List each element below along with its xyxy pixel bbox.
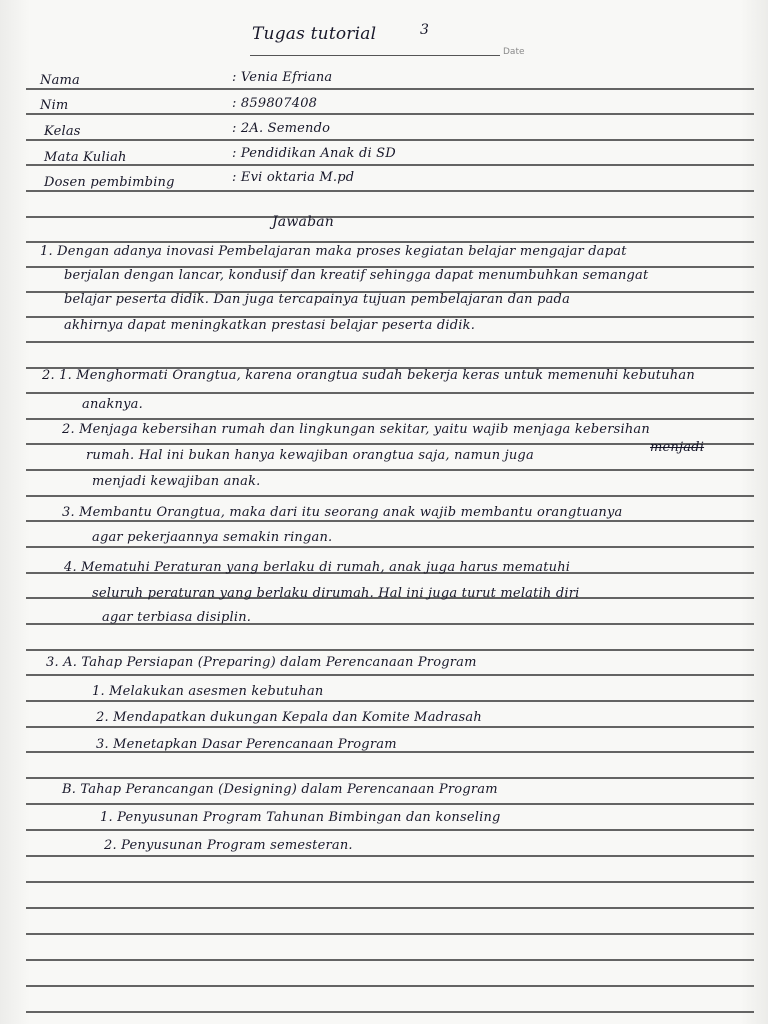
ruled-line [26, 546, 754, 548]
ruled-line [26, 855, 754, 857]
ruled-line [26, 443, 754, 445]
value-kelas: : 2A. Semendo [232, 121, 331, 136]
value-mata-kuliah: : Pendidikan Anak di SD [232, 146, 396, 161]
answer-line: 1. Dengan adanya inovasi Pembelajaran maka proses kegiatan belajar mengajar dapat [40, 244, 627, 259]
answer-line: agar terbiasa disiplin. [102, 610, 252, 625]
label-nim: Nim [40, 98, 69, 113]
ruled-line [26, 700, 754, 702]
ruled-line [26, 803, 754, 805]
ruled-line [26, 392, 754, 394]
value-dosen: : Evi oktaria M.pd [232, 170, 355, 185]
ruled-line [26, 777, 754, 779]
ruled-line [26, 216, 754, 218]
ruled-line [26, 341, 754, 343]
answer-line: 3. Menetapkan Dasar Perencanaan Program [96, 737, 397, 752]
ruled-line [26, 190, 754, 192]
answer-line: 2. Penyusunan Program semesteran. [104, 838, 353, 853]
ruled-line [26, 829, 754, 831]
ruled-line [26, 1011, 754, 1013]
value-nim: : 859807408 [232, 96, 318, 111]
ruled-line [26, 139, 754, 141]
label-mata-kuliah: Mata Kuliah [44, 150, 127, 165]
answer-line: 1. Penyusunan Program Tahunan Bimbingan dan konseling [100, 810, 501, 825]
answer-line: 1. Melakukan asesmen kebutuhan [92, 684, 324, 699]
ruled-line [26, 933, 754, 935]
answer-line: rumah. Hal ini bukan hanya kewajiban orangtua saja, namun juga [86, 448, 534, 463]
answer-line: 4. Mematuhi Peraturan yang berlaku di rumah, anak juga harus mematuhi [64, 560, 571, 575]
label-kelas: Kelas [44, 124, 81, 139]
answer-line: belajar peserta didik. Dan juga tercapainya tujuan pembelajaran dan pada [64, 292, 571, 307]
answer-line: agar pekerjaannya semakin ringan. [92, 530, 333, 545]
label-nama: Nama [40, 73, 81, 88]
ruled-line [26, 985, 754, 987]
ruled-line [26, 959, 754, 961]
answer-line: seluruh peraturan yang berlaku dirumah. Hal ini juga turut melatih diri [92, 586, 580, 601]
date-label: Date [503, 47, 525, 57]
ruled-line [26, 674, 754, 676]
ruled-line [26, 88, 754, 90]
answer-line: menjadi kewajiban anak. [92, 474, 261, 489]
answer-line: 2. Menjaga kebersihan rumah dan lingkungan sekitar, yaitu wajib menjaga kebersihan [62, 422, 650, 437]
answer-line: akhirnya dapat meningkatkan prestasi belajar peserta didik. [64, 318, 476, 333]
ruled-line [26, 726, 754, 728]
answer-line: 3. Membantu Orangtua, maka dari itu seorang anak wajib membantu orangtuanya [62, 505, 623, 520]
struck-word: menjadi [650, 440, 705, 455]
ruled-line [26, 495, 754, 497]
ruled-line [26, 418, 754, 420]
ruled-line [26, 164, 754, 166]
ruled-line [26, 241, 754, 243]
answer-line: anaknya. [82, 397, 143, 412]
answer-line: B. Tahap Perancangan (Designing) dalam Perencanaan Program [62, 782, 498, 797]
answer-line: berjalan dengan lancar, kondusif dan kreatif sehingga dapat menumbuhkan semangat [64, 268, 649, 283]
page-title: Tugas tutorial [252, 24, 377, 44]
answer-line: 3. A. Tahap Persiapan (Preparing) dalam Perencanaan Program [46, 655, 477, 670]
answers-heading: Jawaban [272, 214, 335, 230]
label-dosen: Dosen pembimbing [44, 175, 175, 190]
answer-line: 2. 1. Menghormati Orangtua, karena orangtua sudah bekerja keras untuk memenuhi kebutuhan [42, 368, 695, 383]
title-underline [250, 55, 500, 56]
ruled-line [26, 649, 754, 651]
ruled-line [26, 907, 754, 909]
ruled-line [26, 469, 754, 471]
assignment-number: 3 [420, 22, 430, 38]
answer-line: 2. Mendapatkan dukungan Kepala dan Komite Madrasah [96, 710, 482, 725]
value-nama: : Venia Efriana [232, 70, 333, 85]
ruled-line [26, 881, 754, 883]
ruled-line [26, 520, 754, 522]
ruled-line [26, 113, 754, 115]
